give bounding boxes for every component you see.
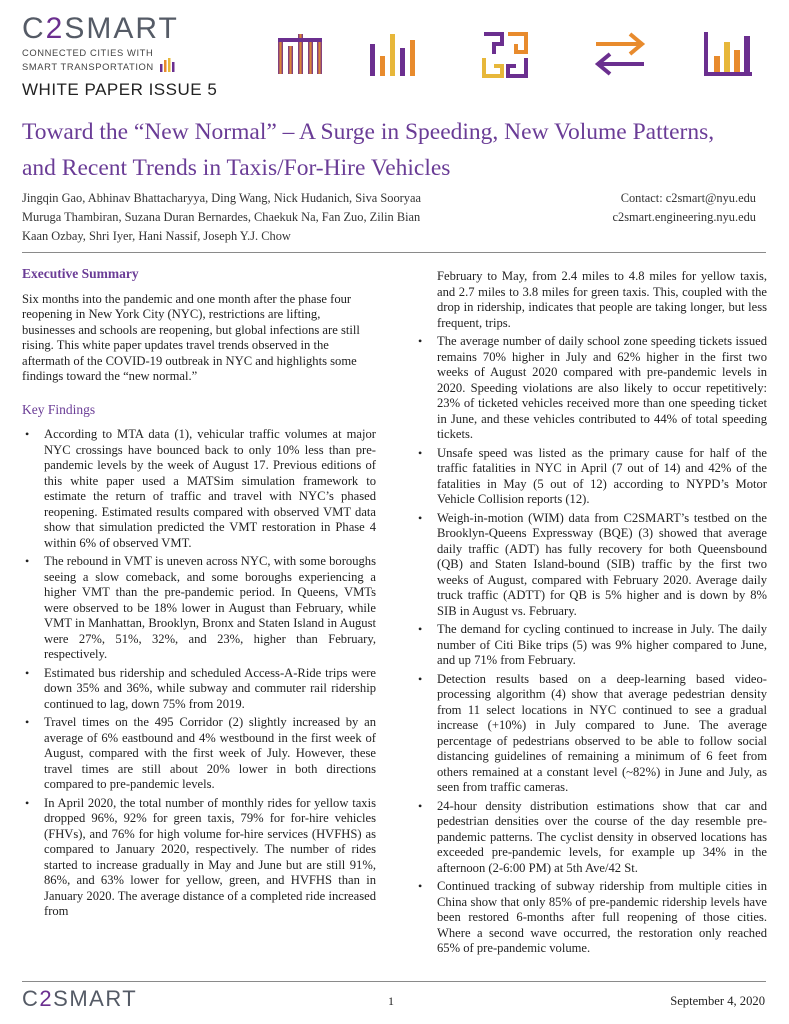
finding-item [415, 334, 767, 443]
brand-tagline-2: SMART TRANSPORTATION [22, 61, 154, 72]
finding-item [22, 427, 376, 551]
finding-text: Estimated bus ridership and scheduled Access-A-Ride trips were down 35% and 36%, while subway and commuter rail ridership continued to lag, down 75% from 2019. [44, 665, 376, 711]
document-title [22, 114, 782, 186]
author-line: Muruga Thambiran, Suzana Duran Bernardes, Chaekuk Na, Fan Zuo, Zilin Bian [22, 210, 421, 224]
key-findings-list-left [22, 427, 376, 920]
executive-summary-text: Six months into the pandemic and one month after the phase four reopening in New York City (NYC), restrictions are lifting, businesses and schools are reopening, but global infections are still rising. This white paper updates travel trends observed in the aftermath of the COVID-19 outbreak in NYC and highlights some findings toward the “new normal.” [22, 291, 360, 383]
author-line: Jingqin Gao, Abhinav Bhattacharyya, Ding Wang, Nick Hudanich, Siva Sooryaa [22, 191, 421, 205]
finding-item [22, 796, 376, 920]
finding-text: Continued tracking of subway ridership from multiple cities in China show that only 85% of pre-pandemic ridership levels have been restored 6-months after full reopening of those cities. Where a second wave occurred, the restoration only reached 65% of pre-pandemic volume. [437, 879, 767, 955]
brand-block [22, 14, 179, 72]
bullet-icon: • [418, 622, 423, 636]
finding-item [22, 715, 376, 793]
executive-summary-heading: Executive Summary [22, 266, 139, 281]
mini-bars-icon [160, 58, 178, 72]
finding-text: According to MTA data (1), vehicular traffic volumes at major NYC crossings have bounced back to only 10% less than pre-pandemic levels by the week of August 17. Previous editions of this white paper used a MATSim simulation framework to estimate the return of traffic and travel with NYC’s phased reopening. Estimated results compared with observed VMT data show that simulation predicted the VMT restoration in Phase 4 within 6% of observed VMT. [44, 427, 376, 550]
bullet-icon: • [418, 671, 423, 686]
finding-text: In April 2020, the total number of monthly rides for yellow taxis dropped 96%, 92% for green taxis, 79% for for-hire vehicles (FHVs), and 76% for high volume for-hire services (HVFHS) as compared to January 2020, respectively. The number of rides started to increase gradually in May and June but are still 91%, 86%, and 63% lower for yellow, green, and HVFHS than in January 2020. The average distance of a completed ride increased from [44, 795, 376, 918]
divider-top [22, 252, 766, 253]
contact-info [613, 189, 756, 227]
finding-text: Weigh-in-motion (WIM) data from C2SMART’s testbed on the Brooklyn-Queens Expressway (BQE) (3) showed that average daily traffic (ADT) has fully recovery for both Queensbound (QB) and Staten Island-bound (SIB) traffic by the first two weeks of August, compared with February 2020. Average daily truck traffic (ADTT) for QB is 5% higher and is down by 8% SIB in August vs. February. [437, 510, 767, 618]
finding-text: Detection results based on a deep-learning based video-processing algorithm (4) show that average pedestrian density from 11 select locations in NYC continued to see a gradual increase (+10%) in July compared to June. The average percentage of pedestrians observed to be able to follow social distancing guidelines of remaining a minimum of 6 feet from others remained at a constant level (~82%) in June and July, as seen from traffic cameras. [437, 671, 767, 794]
finding-item [415, 672, 767, 796]
bullet-icon: • [418, 510, 423, 525]
finding-text: Travel times on the 495 Corridor (2) slightly increased by an average of 6% eastbound and 4% westbound in the first week of August, compared with the first week of July. However, these travel times are still about 20% lower in both directions compared to pre-pandemic levels. [44, 715, 376, 791]
key-findings-heading: Key Findings [22, 401, 96, 417]
bullet-icon: • [25, 554, 30, 568]
finding-text: The rebound in VMT is uneven across NYC, with some boroughs seeing a slow comeback, and some boroughs experiencing a higher VMT than the pre-pandemic period. In Queens, VMTs were observed to be 18% lower in August than February, while VMT in Manhattan, Brooklyn, Bronx and Staten Island in August were 27%, 51%, 32%, and 23%, higher than February, respectively. [44, 554, 376, 661]
right-column [415, 269, 767, 960]
author-line: Kaan Ozbay, Shri Iyer, Hani Nassif, Joseph Y.J. Chow [22, 229, 291, 243]
bar-chart-icon [276, 30, 324, 78]
finding-item [415, 446, 767, 508]
publication-date: September 4, 2020 [670, 994, 765, 1008]
title-line-1: Toward the “New Normal” – A Surge in Speeding, New Volume Patterns, [22, 119, 715, 145]
finding-item [22, 666, 376, 713]
finding-text: Unsafe speed was listed as the primary cause for half of the traffic fatalities in NYC in April (7 out of 14) and 42% of the fatalities in May (5 out of 12) according to NYPD’s Motor Vehicle Collision reports (12). [437, 445, 767, 506]
footer-logo: C2SMART [22, 986, 138, 1011]
divider-bottom [22, 981, 766, 982]
bullet-icon: • [418, 334, 423, 348]
bullet-icon: • [418, 445, 423, 460]
contact-website: c2smart.engineering.nyu.edu [612, 210, 756, 224]
bullet-icon: • [25, 795, 30, 810]
bullet-icon: • [25, 715, 30, 729]
finding-text: The demand for cycling continued to increase in July. The daily number of Citi Bike trips (5) was 9% higher compared to June, and up 71% from February. [437, 622, 767, 667]
issue-label: WHITE PAPER ISSUE 5 [22, 80, 218, 99]
exchange-arrows-icon [592, 30, 648, 78]
left-column [22, 266, 376, 923]
finding-item [415, 799, 767, 877]
bullet-icon: • [418, 879, 423, 893]
continued-paragraph: February to May, from 2.4 miles to 4.8 miles for yellow taxis, and 2.7 miles to 3.8 miles for green taxis. This, coupled with the drop in ridership, indicates that people are taking longer, but less frequent, trips. [437, 269, 767, 330]
bullet-icon: • [418, 798, 423, 813]
finding-item [415, 879, 767, 957]
author-list [22, 189, 542, 246]
key-findings-list-right [415, 334, 767, 957]
page-number: 1 [388, 994, 394, 1008]
title-line-2: and Recent Trends in Taxis/For-Hire Vehicles [22, 155, 451, 181]
brand-tagline-1: CONNECTED CITIES WITH [22, 47, 154, 58]
finding-item [415, 511, 767, 620]
bar-chart-icon [368, 30, 418, 78]
finding-text: 24-hour density distribution estimations show that car and pedestrian densities over the course of the day resemble pre-pandemic patterns. The cyclist density in observed locations has exceeded pre-pandemic levels, for example up 34% in the afternoon (2-6:00 PM) at 5th Ave/42 St. [437, 798, 767, 875]
network-grid-icon [480, 30, 530, 80]
contact-email: Contact: c2smart@nyu.edu [620, 191, 756, 205]
finding-item [415, 622, 767, 669]
finding-text: The average number of daily school zone speeding tickets issued remains 70% higher in July and 62% higher in the first two weeks of August 2020 compared with pre-pandemic levels in 2020. Speeding violations are also likely to occur repetitively: 23% of ticketed vehicles received more than one speeding ticket in June, and these vehicles contributed to 44% of total speeding tickets. [437, 334, 767, 441]
brand-logo: C2SMART [22, 12, 179, 45]
bullet-icon: • [25, 665, 30, 680]
bullet-icon: • [25, 427, 30, 441]
bar-graph-icon [702, 30, 754, 78]
finding-item [22, 554, 376, 663]
